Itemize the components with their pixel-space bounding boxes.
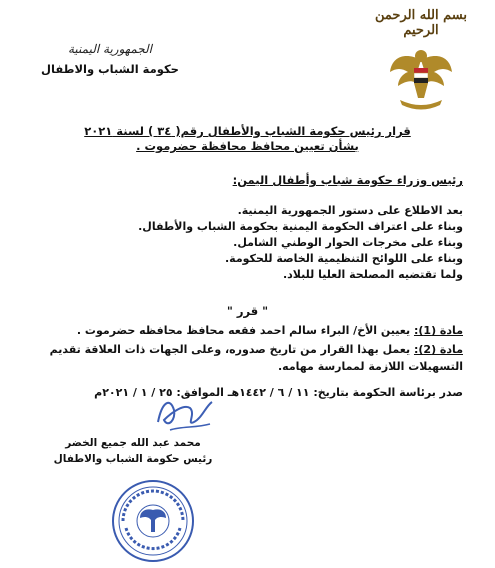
preamble xyxy=(138,203,463,283)
issue-date-line: صدر برئاسة الحكومة بتاريخ: ١١ / ٦ / ١٤٤٢هـ الموافق: ٢٥ / ١ / ٢٠٢١م xyxy=(94,386,463,399)
preamble-line: ولما تقتضيه المصلحة العليا للبلاد. xyxy=(282,268,463,281)
signer-title: رئيس حكومة الشباب والاطفال xyxy=(53,453,213,465)
article-1 xyxy=(77,324,463,337)
decree-title xyxy=(0,124,495,154)
article-number: مادة (2): xyxy=(413,343,463,356)
preamble-line: وبناء على اللوائح التنظيمية الخاصة للحكومة. xyxy=(225,252,463,265)
preamble-line: وبناء على اعتراف الحكومة اليمنية بحكومة الشباب والأطفال. xyxy=(138,220,463,233)
preamble-line: بعد الاطلاع على دستور الجمهورية اليمنية. xyxy=(237,204,463,217)
article-number: مادة (1): xyxy=(413,324,463,337)
issuing-organization xyxy=(40,42,180,76)
republic-emblem-block xyxy=(361,8,481,112)
signer-name: محمد عبد الله جميع الخضر xyxy=(65,437,201,449)
decree-title-line1: قرار رئيس حكومة الشباب والأطفال رقم( ٣٤ ) لسنة ٢٠٢١ xyxy=(84,124,411,138)
signature-scribble xyxy=(150,392,220,437)
decree-title-line2: بشأن تعيين محافظ محافظة حضرموت . xyxy=(136,139,359,153)
preamble-line: وبناء على مخرجات الحوار الوطني الشامل. xyxy=(233,236,463,249)
signer-block xyxy=(48,437,218,465)
org-name-government: حكومة الشباب والاطفال xyxy=(41,62,179,76)
decided-heading: " قرر " xyxy=(226,304,269,318)
article-text: يعمل بهذا القرار من تاريخ صدوره، وعلى الجهات ذات العلاقة تقديم التسهيلات اللازمة لممارسة مهامه. xyxy=(49,343,463,373)
official-stamp xyxy=(110,478,196,564)
article-text: يعيين الأخ/ البراء سالم احمد فقعه محافظ محافظه حضرموت . xyxy=(76,324,414,337)
basmala: بسم الله الرحمن الرحيم xyxy=(375,8,467,38)
yemen-eagle-emblem-icon xyxy=(386,42,456,112)
org-name-republic: الجمهورية اليمنية xyxy=(67,42,152,56)
article-2 xyxy=(23,341,463,375)
addressee-heading: رئيس وزراء حكومة شباب وأطفال اليمن: xyxy=(232,173,463,187)
